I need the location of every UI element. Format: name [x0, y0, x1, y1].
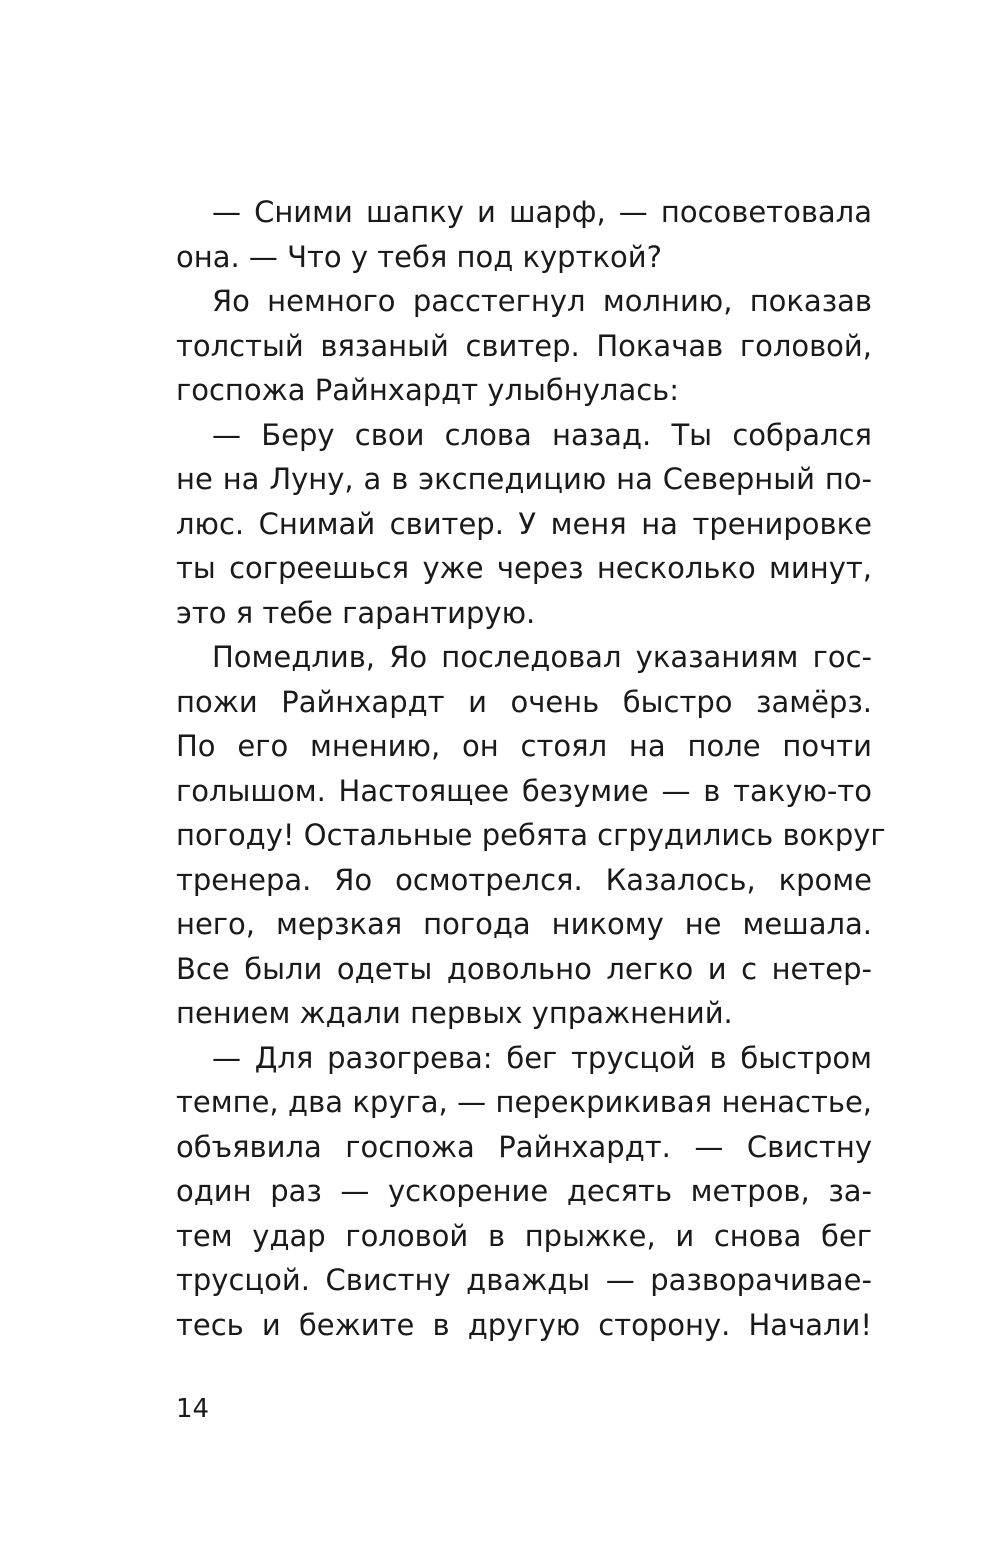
- text-line: По его мнению, он стоял на поле почти: [176, 729, 872, 763]
- text-line: голышом. Настоящее безумие — в такую-то: [176, 773, 872, 808]
- text-line: него, мерзкая погода никому не мешала.: [176, 907, 872, 941]
- text-line: люс. Снимай свитер. У меня на тренировке: [176, 506, 872, 541]
- text-line: ты согреешься уже через несколько минут,: [176, 551, 872, 585]
- text-line: пением ждали первых упражнений.: [176, 996, 733, 1030]
- text-line: темпе, два круга, — перекрикивая ненастье,: [176, 1085, 872, 1119]
- text-line: госпожа Райнхардт улыбнулась:: [176, 373, 680, 407]
- text-line: тем удар головой в прыжке, и снова бег: [176, 1218, 872, 1253]
- text-line: не на Луну, а в экспедицию на Северный по-: [176, 462, 872, 496]
- text-line: погоду! Остальные ребята сгрудились вокруг: [176, 818, 886, 852]
- text-line: толстый вязаный свитер. Покачав головой,: [176, 328, 872, 363]
- text-line: объявила госпожа Райнхардт. — Свистну: [176, 1129, 872, 1164]
- text-line: один раз — ускорение десять метров, за-: [176, 1174, 872, 1208]
- text-line: Яо немного расстегнул молнию, показав: [212, 284, 872, 318]
- text-line: она. — Что у тебя под курткой?: [176, 239, 662, 274]
- page-number: 14: [176, 1394, 210, 1424]
- text-line: — Беру свои слова назад. Ты собрался: [212, 417, 872, 452]
- text-line: — Для разогрева: бег трусцой в быстром: [212, 1040, 872, 1075]
- text-line: тесь и бежите в другую сторону. Начали!: [176, 1307, 872, 1342]
- body-text: [176, 190, 886, 1347]
- text-line: Все были одеты довольно легко и с нетер-: [176, 951, 872, 986]
- text-line: пожи Райнхардт и очень быстро замёрз.: [176, 684, 872, 719]
- text-line: тренера. Яо осмотрелся. Казалось, кроме: [176, 862, 872, 897]
- text-line: это я тебе гарантирую.: [176, 595, 536, 630]
- text-line: — Сними шапку и шарф, — посоветовала: [212, 195, 872, 229]
- text-line: Помедлив, Яо последовал указаниям гос-: [212, 640, 872, 674]
- text-line: трусцой. Свистну дважды — разворачивае-: [176, 1263, 872, 1297]
